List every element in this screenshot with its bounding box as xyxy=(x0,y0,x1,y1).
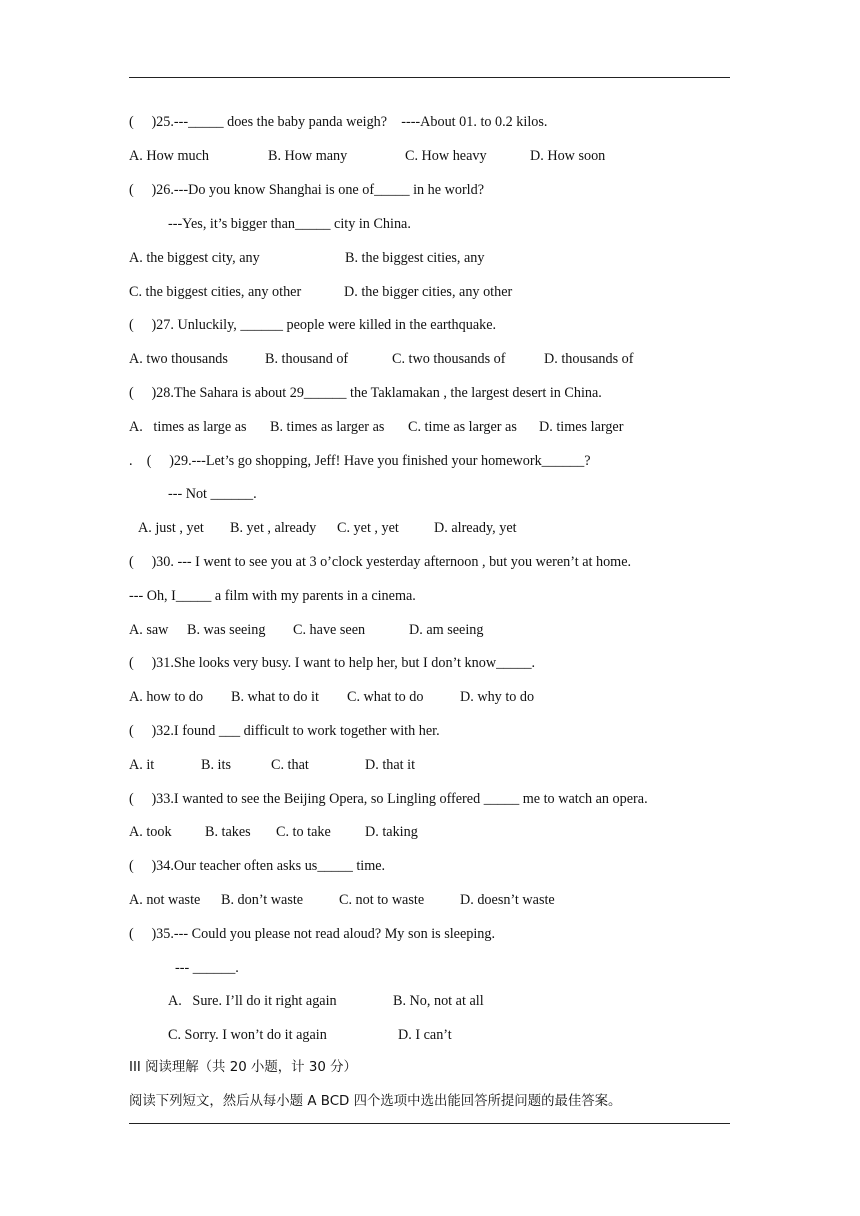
q35-option-b: B. No, not at all xyxy=(393,993,484,1009)
q26-option-c: C. the biggest cities, any other xyxy=(129,284,302,300)
question-33-stem: ( )33.I wanted to see the Beijing Opera, so Lingling offered _____ me to watch an opera. xyxy=(129,791,648,807)
question-26-stem-2: ---Yes, it’s bigger than_____ city in China. xyxy=(168,216,411,232)
q28-option-a: A. times as large as xyxy=(129,419,247,435)
q30-option-a: A. saw xyxy=(129,622,169,638)
q28-option-c: C. time as larger as xyxy=(408,419,517,435)
question-32-stem: ( )32.I found ___ difficult to work together with her. xyxy=(129,723,440,739)
question-28-stem: ( )28.The Sahara is about 29______ the Taklamakan , the largest desert in China. xyxy=(129,385,602,401)
section-instruction: 阅读下列短文，然后从每小题 A BCD 四个选项中选出能回答所提问题的最佳答案。 xyxy=(129,1094,622,1109)
q26-option-a: A. the biggest city, any xyxy=(129,250,260,266)
question-27-stem: ( )27. Unluckily, ______ people were killed in the earthquake. xyxy=(129,317,497,333)
question-30-stem-2: --- Oh, I_____ a film with my parents in a cinema. xyxy=(129,588,416,604)
q32-option-c: C. that xyxy=(271,757,309,773)
q31-option-c: C. what to do xyxy=(347,689,424,705)
question-35-stem: ( )35.--- Could you please not read aloud? My son is sleeping. xyxy=(129,926,496,942)
q33-option-d: D. taking xyxy=(365,824,418,840)
question-29-stem-2: --- Not ______. xyxy=(168,486,257,502)
q32-option-a: A. it xyxy=(129,757,155,773)
q27-option-d: D. thousands of xyxy=(544,351,634,367)
q34-option-c: C. not to waste xyxy=(339,892,425,908)
q31-option-d: D. why to do xyxy=(460,689,535,705)
q27-option-a: A. two thousands xyxy=(129,351,228,367)
q31-option-a: A. how to do xyxy=(129,689,204,705)
question-25-stem: ( )25.---_____ does the baby panda weigh? ----About 01. to 0.2 kilos. xyxy=(129,114,548,130)
q25-option-b: B. How many xyxy=(268,148,348,164)
q30-option-b: B. was seeing xyxy=(187,622,266,638)
q33-option-c: C. to take xyxy=(276,824,331,840)
q25-option-c: C. How heavy xyxy=(405,148,487,164)
q32-option-b: B. its xyxy=(201,757,231,773)
q29-option-d: D. already, yet xyxy=(434,520,517,536)
q35-option-d: D. I can’t xyxy=(398,1027,452,1043)
q33-option-b: B. takes xyxy=(205,824,251,840)
q25-option-a: A. How much xyxy=(129,148,209,164)
q31-option-b: B. what to do it xyxy=(231,689,319,705)
question-30-stem: ( )30. --- I went to see you at 3 o’clock yesterday afternoon , but you weren’t at home. xyxy=(129,554,632,570)
q32-option-d: D. that it xyxy=(365,757,416,773)
q27-option-c: C. two thousands of xyxy=(392,351,506,367)
q34-option-a: A. not waste xyxy=(129,892,201,908)
q34-option-b: B. don’t waste xyxy=(221,892,304,908)
q29-option-c: C. yet , yet xyxy=(337,520,399,536)
q27-option-b: B. thousand of xyxy=(265,351,349,367)
header-rule xyxy=(129,77,730,78)
q29-option-a: A. just , yet xyxy=(138,520,204,536)
question-35-stem-2: --- ______. xyxy=(175,960,239,976)
q30-option-c: C. have seen xyxy=(293,622,366,638)
question-29-stem: . ( )29.---Let’s go shopping, Jeff! Have you finished your homework______? xyxy=(129,453,591,469)
q25-option-d: D. How soon xyxy=(530,148,606,164)
q35-option-a: A. Sure. I’ll do it right again xyxy=(168,993,337,1009)
q28-option-d: D. times larger xyxy=(539,419,624,435)
question-34-stem: ( )34.Our teacher often asks us_____ time. xyxy=(129,858,386,874)
q29-option-b: B. yet , already xyxy=(230,520,317,536)
question-31-stem: ( )31.She looks very busy. I want to help her, but I don’t know_____. xyxy=(129,655,536,671)
q26-option-d: D. the bigger cities, any other xyxy=(344,284,513,300)
question-26-stem: ( )26.---Do you know Shanghai is one of_____ in he world? xyxy=(129,182,485,198)
q28-option-b: B. times as larger as xyxy=(270,419,385,435)
q35-option-c: C. Sorry. I won’t do it again xyxy=(168,1027,327,1043)
q33-option-a: A. took xyxy=(129,824,172,840)
q30-option-d: D. am seeing xyxy=(409,622,484,638)
q34-option-d: D. doesn’t waste xyxy=(460,892,555,908)
q26-option-b: B. the biggest cities, any xyxy=(345,250,485,266)
footer-rule xyxy=(129,1123,730,1124)
section-heading: III 阅读理解（共 20 小题，计 30 分） xyxy=(129,1060,357,1075)
